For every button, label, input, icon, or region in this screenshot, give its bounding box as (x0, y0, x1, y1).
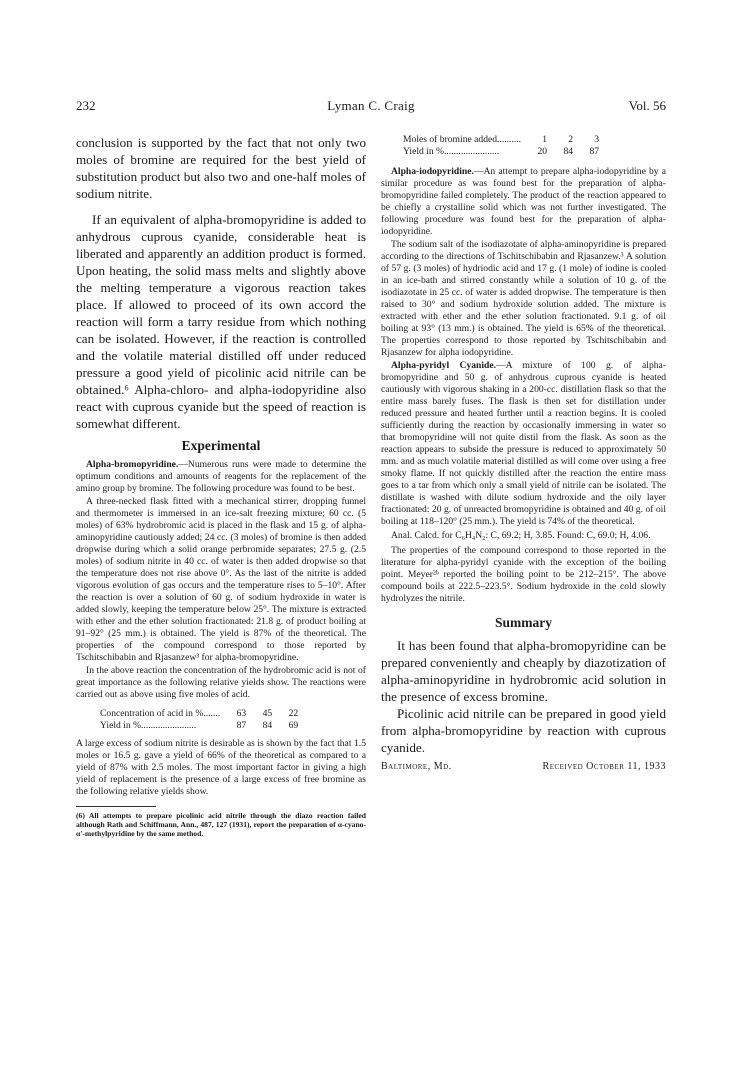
alpha-iodo-intro (381, 166, 666, 238)
paragraph-cuprous-cyanide: If an equivalent of alpha-bromopyridine is added to anhydrous cuprous cyanide, considerable heat is liberated and apparently an addition product is formed. Upon heating, the solid mass melts and slightly above the melting temperature a vigorous reaction takes place. If allowed to proceed of its own accord the reaction will form a tarry residue from which nothing can be isolated. However, if the reaction is controlled and the volatile material distilled off under reduced pressure a good yield of picolinic acid nitrile can be obtained.⁶ Alpha-chloro- and alpha-iodopyridine also react with cuprous cyanide but the speed of reaction is somewhat different. (76, 212, 366, 431)
properties-paragraph: The properties of the compound correspond to those reported in the literature for alpha-pyridyl cyanide with the exception of the boiling point. Meyer²ᵇ reported the boiling point to be 212–215°. The above compound boils at 222.5–223.5°. Sodium hydroxide in the cold slowly hydrolyzes the nitrile. (381, 545, 666, 604)
acid-concentration-table (100, 708, 298, 732)
row-label: Yield in %....................... (100, 720, 197, 731)
alpha-bromo-text: —Numerous runs were made to determine the optimum conditions and amounts of reagents for the replacement of the amino group by bromine. The following procedure was found to be best. (76, 459, 366, 494)
location: Baltimore, Md. (381, 761, 452, 772)
table-row (100, 720, 298, 732)
cell: 1 (542, 134, 548, 145)
signature-line (381, 761, 666, 772)
running-author: Lyman C. Craig (327, 98, 415, 113)
experimental-heading: Experimental (181, 438, 261, 453)
cell: 2 (568, 134, 574, 145)
table-row (403, 146, 599, 158)
bromine-moles-table (403, 134, 599, 158)
page-number: 232 (76, 98, 96, 113)
footnote-6: (6) All attempts to prepare picolinic acid nitrile through the diazo reaction failed although Rath and Schiffmann, Ann., 487, 127 (1931), report the preparation of α-cyano-α'-methylpyridine by the same method. (76, 811, 366, 838)
sodium-nitrite-paragraph: A large excess of sodium nitrite is desirable as is shown by the fact that 1.5 moles or 16.5 g. gave a yield of 66% of the theoretical as compared to a yield of 87% with 2.5 moles. The most important factor in giving a high yield of replacement is the presence of a large excess of free bromine as the following relative yields show. (76, 738, 366, 797)
alpha-pyridyl-cyanide (381, 360, 666, 528)
right-column (381, 134, 666, 772)
row-label: Concentration of acid in %....... (100, 708, 221, 719)
cell: 3 (594, 134, 600, 145)
alpha-iodo-text: —An attempt to prepare alpha-iodopyridine by a similar procedure as was found best for the preparation of alpha-bromopyridine failed completely. The product of the reaction appeared to be chiefly a crystalline solid which was not further investigated. The following procedure was found best for the preparation of alpha-iodopyridine. (381, 166, 666, 237)
table-row (100, 708, 298, 720)
cell: 22 (288, 708, 299, 719)
cell: 63 (236, 708, 247, 719)
page-header (76, 98, 666, 118)
cell: 45 (262, 708, 273, 719)
cell: 69 (288, 720, 299, 731)
cell: 87 (236, 720, 247, 731)
cyanide-text: —A mixture of 100 g. of alpha-bromopyridine and 50 g. of anhydrous cuprous cyanide is heated cautiously with vigorous shaking in a 200-cc. distillation flask so that the entire mass barely fuses. The flask is then set for distillation under reduced pressure and heated further until a reaction begins. It is cooled sufficiently during the reaction by occasionally immersing in water so that bromopyridine will not quite distil from the flask. As soon as the reaction appears to subside the pressure is reduced to approximately 50 mm. and as much volatile material distilled as will come over using a free smoky flame. If not quickly distilled after the reaction the entire mass goes to a tar from which only a small yield of nitrile can be isolated. The distillate is washed with dilute sodium hydroxide and the oily layer fractionated: 20 g. of unreacted bromopyridine is obtained and 40 g. of oil boiling at 118–120° (25 mm.). The yield is 74% of the theoretical. (381, 360, 666, 527)
analysis-line: Anal. Calcd. for C₆H₄N₂: C, 69.2; H, 3.85. Found: C, 69.0; H, 4.06. (391, 530, 651, 541)
received-date: Received October 11, 1933 (542, 761, 666, 772)
left-column (76, 134, 366, 838)
row-label: Yield in %....................... (403, 146, 500, 157)
footnote-divider (76, 806, 156, 807)
alpha-iodo-title: Alpha-iodopyridine. (391, 166, 474, 177)
alpha-bromo-intro (76, 459, 366, 495)
alpha-bromo-title: Alpha-bromopyridine. (86, 459, 179, 470)
summary-paragraph-2: Picolinic acid nitrile can be prepared in good yield from alpha-bromopyridine by reaction with cuprous cyanide. (381, 706, 666, 755)
row-label: Moles of bromine added.......... (403, 134, 522, 145)
cell: 84 (563, 146, 574, 157)
hydrobromic-acid-paragraph: In the above reaction the concentration of the hydrobromic acid is not of great importance as the following relative yields show. The reactions were carried out as above using five moles of acid. (76, 665, 366, 700)
alpha-bromo-procedure: A three-necked flask fitted with a mechanical stirrer, dropping funnel and thermometer is immersed in an ice-salt freezing mixture; 60 cc. (5 moles) of 63% hydrobromic acid is placed in the flask and 15 g. of alpha-aminopyridine cautiously added; 24 cc. (3 moles) of bromine is then added dropwise during which a solid orange perbromide separates; 27.5 g. (2.5 moles) of sodium nitrite in 40 cc. of water is then added dropwise so that the temperature does not rise above 0°. As the last of the nitrite is added vigorous evolution of gas occurs and the temperature rises to 5–10°. After the reaction is over a solution of 60 g. of sodium hydroxide in water is added slowly, keeping the temperature below 25°. The mixture is extracted with ether and the ether solution fractionated: 21.8 g. of product boiling at 91–92° (25 mm.) is obtained. The yield is 87% of the theoretical. The properties of the compound correspond to those reported by Tschitschibabin and Rjasanzew³ for alpha-bromopyridine. (76, 496, 366, 663)
summary-paragraph-1: It has been found that alpha-bromopyridine can be prepared conveniently and cheaply by diazotization of alpha-aminopyridine in hydrobromic acid solution in the presence of excess bromine. (381, 638, 666, 704)
volume-label: Vol. 56 (628, 98, 666, 113)
cell: 84 (262, 720, 273, 731)
paragraph-conclusion: conclusion is supported by the fact that not only two moles of bromine are required for the best yield of substitution product but also two and one-half moles of sodium nitrite. (76, 135, 366, 201)
cyanide-title: Alpha-pyridyl Cyanide. (391, 360, 497, 371)
alpha-iodo-procedure: The sodium salt of the isodiazotate of alpha-aminopyridine is prepared according to the directions of Tschitschibabin and Rjasanzew.³ A solution of 57 g. (3 moles) of hydriodic acid and 17 g. (1 mole) of iodine is cooled in an ice-bath and stirred constantly while a solution of 10 g. of the isodiazotate in 25 cc. of water is added dropwise. The temperature is then raised to 30° and sodium hydroxide solution added. The mixture is extracted with ether and the ether solution fractionated. 9.1 g. of oil boiling at 93° (13 mm.) is obtained. The yield is 65% of the theoretical. The properties correspond to those reported by Tschitschibabin and Rjasanzew for alpha iodopyridine. (381, 239, 666, 358)
summary-heading: Summary (495, 615, 552, 630)
table-row (403, 134, 599, 146)
cell: 20 (537, 146, 548, 157)
cell: 87 (589, 146, 600, 157)
